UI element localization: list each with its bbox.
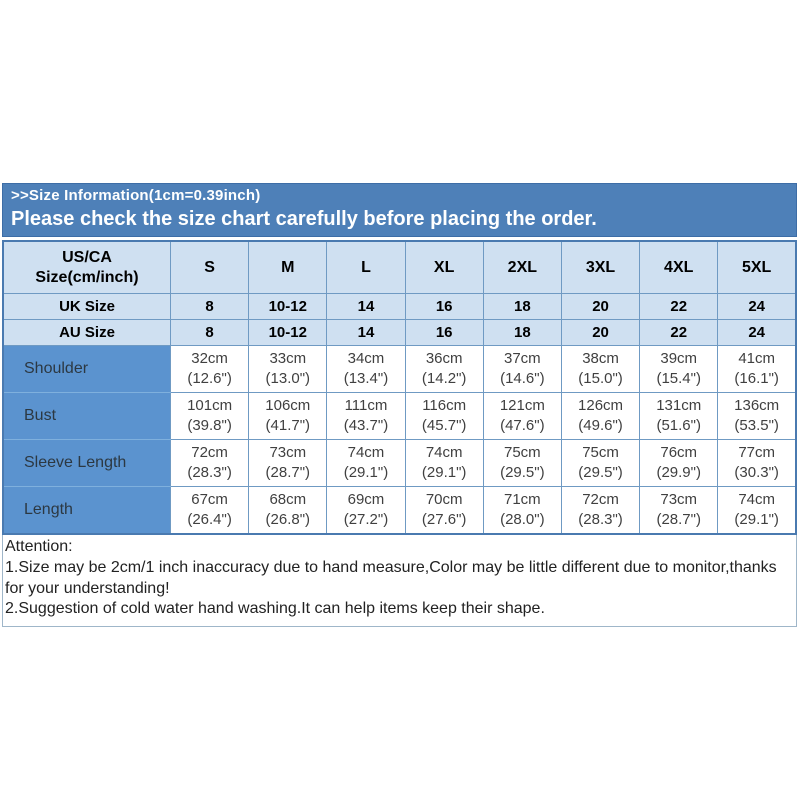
sleeve-length-row: [3, 440, 796, 487]
size-col-header-s: S: [171, 241, 249, 294]
measure-value-cell: 136cm (53.5"): [718, 393, 796, 440]
measure-value-cell: 39cm (15.4"): [640, 346, 718, 393]
au-size-cell: 18: [483, 320, 561, 346]
au-size-label: AU Size: [3, 320, 171, 346]
measure-value-cell: 121cm (47.6"): [483, 393, 561, 440]
measure-value-cell: 106cm (41.7"): [249, 393, 327, 440]
attention-note: [2, 535, 797, 627]
bust-label: Bust: [3, 393, 171, 440]
uk-size-cell: 22: [640, 294, 718, 320]
measure-value-cell: 73cm (28.7"): [249, 440, 327, 487]
size-col-header-m: M: [249, 241, 327, 294]
measure-value-cell: 101cm (39.8"): [171, 393, 249, 440]
uk-size-cell: 16: [405, 294, 483, 320]
measure-value-cell: 69cm (27.2"): [327, 487, 405, 535]
bust-row: [3, 393, 796, 440]
au-size-cell: 24: [718, 320, 796, 346]
au-size-cell: 20: [561, 320, 639, 346]
size-header-label-line2: Size(cm/inch): [35, 268, 139, 286]
attention-title: Attention:: [5, 538, 73, 555]
measure-value-cell: 131cm (51.6"): [640, 393, 718, 440]
size-col-header-2xl: 2XL: [483, 241, 561, 294]
attention-line1: 1.Size may be 2cm/1 inch inaccuracy due to hand measure,Color may be little different due to monitor,thanks for your understanding!: [5, 558, 777, 597]
measure-value-cell: 75cm (29.5"): [561, 440, 639, 487]
measure-value-cell: 32cm (12.6"): [171, 346, 249, 393]
shoulder-row: [3, 346, 796, 393]
au-size-cell: 8: [171, 320, 249, 346]
measure-value-cell: 36cm (14.2"): [405, 346, 483, 393]
measure-value-cell: 111cm (43.7"): [327, 393, 405, 440]
uk-size-cell: 18: [483, 294, 561, 320]
measure-value-cell: 70cm (27.6"): [405, 487, 483, 535]
size-header-label-line1: US/CA: [62, 248, 112, 266]
uk-size-cell: 10-12: [249, 294, 327, 320]
measure-value-cell: 34cm (13.4"): [327, 346, 405, 393]
measure-value-cell: 68cm (26.8"): [249, 487, 327, 535]
measure-value-cell: 37cm (14.6"): [483, 346, 561, 393]
measure-value-cell: 71cm (28.0"): [483, 487, 561, 535]
size-col-header-3xl: 3XL: [561, 241, 639, 294]
measure-value-cell: 76cm (29.9"): [640, 440, 718, 487]
au-size-cell: 16: [405, 320, 483, 346]
measure-value-cell: 126cm (49.6"): [561, 393, 639, 440]
measure-value-cell: 33cm (13.0"): [249, 346, 327, 393]
length-label: Length: [3, 487, 171, 535]
attention-line2: 2.Suggestion of cold water hand washing.It can help items keep their shape.: [5, 600, 545, 618]
size-col-header-l: L: [327, 241, 405, 294]
size-table: [2, 240, 797, 535]
au-size-cell: 22: [640, 320, 718, 346]
measure-value-cell: 75cm (29.5"): [483, 440, 561, 487]
size-header-row: [3, 241, 796, 294]
sleeve-length-label: Sleeve Length: [3, 440, 171, 487]
au-size-cell: 14: [327, 320, 405, 346]
measure-value-cell: 74cm (29.1"): [718, 487, 796, 535]
size-col-header-5xl: 5XL: [718, 241, 796, 294]
measure-value-cell: 77cm (30.3"): [718, 440, 796, 487]
measure-value-cell: 67cm (26.4"): [171, 487, 249, 535]
uk-size-row: [3, 294, 796, 320]
measure-value-cell: 72cm (28.3"): [561, 487, 639, 535]
measure-value-cell: 72cm (28.3"): [171, 440, 249, 487]
measure-value-cell: 116cm (45.7"): [405, 393, 483, 440]
size-info-banner: [2, 183, 797, 237]
au-size-row: [3, 320, 796, 346]
measure-value-cell: 74cm (29.1"): [327, 440, 405, 487]
size-col-header-xl: XL: [405, 241, 483, 294]
measure-value-cell: 41cm (16.1"): [718, 346, 796, 393]
measure-value-cell: 38cm (15.0"): [561, 346, 639, 393]
size-chart-content: [2, 183, 797, 627]
measure-value-cell: 74cm (29.1"): [405, 440, 483, 487]
shoulder-label: Shoulder: [3, 346, 171, 393]
measure-value-cell: 73cm (28.7"): [640, 487, 718, 535]
uk-size-label: UK Size: [3, 294, 171, 320]
banner-subtitle: Please check the size chart carefully before placing the order.: [11, 208, 597, 230]
banner-title: >>Size Information(1cm=0.39inch): [11, 187, 261, 204]
size-header-label-cell: [3, 241, 171, 294]
length-row: [3, 487, 796, 535]
uk-size-cell: 8: [171, 294, 249, 320]
uk-size-cell: 14: [327, 294, 405, 320]
size-col-header-4xl: 4XL: [640, 241, 718, 294]
uk-size-cell: 24: [718, 294, 796, 320]
au-size-cell: 10-12: [249, 320, 327, 346]
uk-size-cell: 20: [561, 294, 639, 320]
